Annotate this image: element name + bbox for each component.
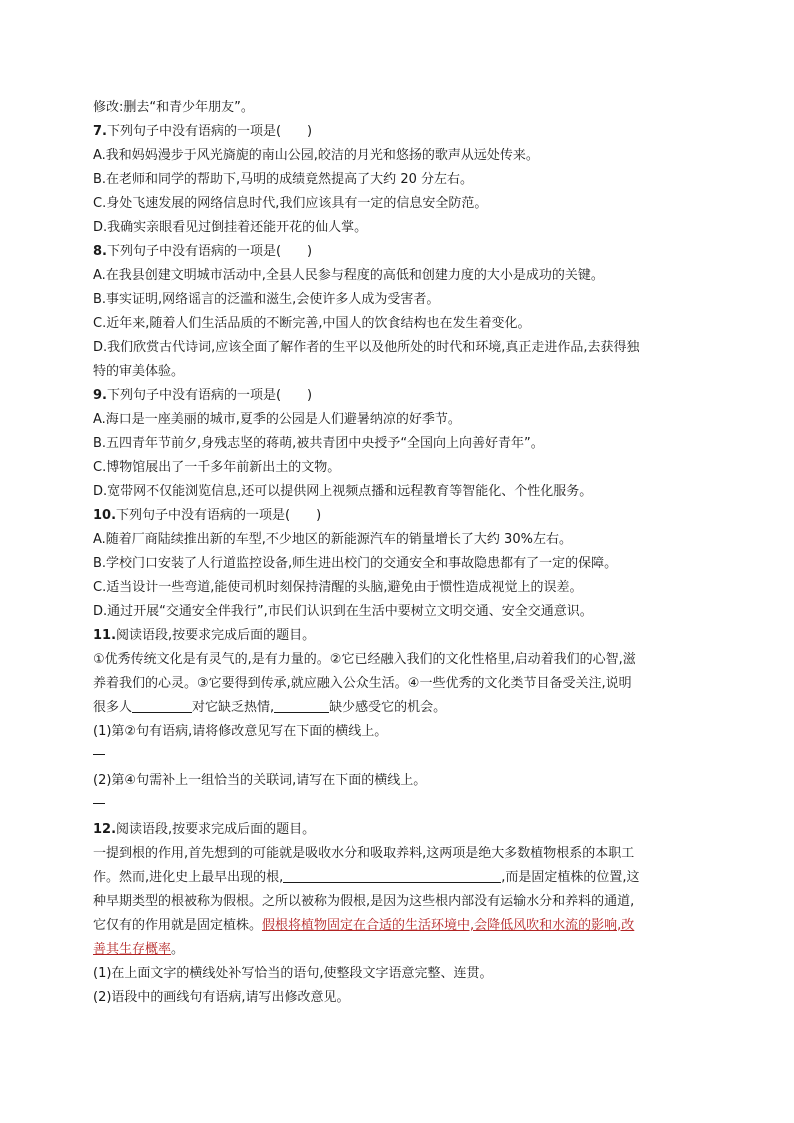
passage-text: 很多人 (93, 700, 133, 715)
option-c: C.适当设计一些弯道,能使司机时刻保持清醒的头脑,避免由于惯性造成视觉上的误差。 (93, 580, 583, 595)
passage-line: 一提到根的作用,首先想到的可能就是吸收水分和吸取养料,这两项是绝大多数植物根系的本职工 (93, 846, 635, 861)
question-stem: 下列句子中没有语病的一项是( ) (106, 244, 313, 259)
sub-question: (1)在上面文字的横线处补写恰当的语句,使整段文字语意完整、连贯。 (93, 966, 493, 981)
passage-text: 对它缺乏热情, (192, 700, 275, 715)
passage-text: 它仅有的作用就是固定植株。 (93, 918, 263, 933)
passage-line (93, 696, 698, 720)
question-10-stem (93, 504, 698, 528)
question-number: 9. (93, 388, 107, 403)
passage-text: 作。然而,进化史上最早出现的根, (93, 870, 284, 885)
sub-question: (2)第④句需补上一组恰当的关联词,请写在下面的横线上。 (93, 773, 427, 788)
option-a: A.在我县创建文明城市活动中,全县人民参与程度的高低和创建力度的大小是成功的关键。 (93, 268, 604, 283)
question-stem: 下列句子中没有语病的一项是( ) (116, 508, 322, 523)
document-page (93, 96, 698, 1010)
answer-blank[interactable] (283, 868, 501, 883)
question-8-stem (93, 240, 698, 264)
question-stem: 下列句子中没有语病的一项是( ) (106, 124, 313, 139)
underlined-sentence: 假根将植物固定在合适的生活环境中,会降低风吹和水流的影响,改 (262, 918, 635, 933)
question-9-stem (93, 384, 698, 408)
passage-line: ①优秀传统文化是有灵气的,是有力量的。②它已经融入我们的文化性格里,启动着我们的心智,滋 (93, 652, 636, 667)
option-d: D.我们欣赏古代诗词,应该全面了解作者的生平以及他所处的时代和环境,真正走进作品,去获得独 (93, 340, 640, 355)
option-d-continued: 特的审美体验。 (93, 364, 185, 379)
underlined-sentence: 善其生存概率 (93, 942, 172, 957)
option-b: B.在老师和同学的帮助下,马明的成绩竟然提高了大约 20 分左右。 (93, 172, 473, 187)
passage-text: 。 (171, 942, 185, 957)
passage-line: 养着我们的心灵。③它要得到传承,就应融入公众生活。④一些优秀的文化类节目备受关注,说明 (93, 676, 632, 691)
option-c: C.身处飞速发展的网络信息时代,我们应该具有一定的信息安全防范。 (93, 196, 488, 211)
option-a: A.随着厂商陆续推出新的车型,不少地区的新能源汽车的销量增长了大约 30%左右。 (93, 532, 572, 547)
answer-blank[interactable] (274, 698, 329, 713)
option-b: B.五四青年节前夕,身残志坚的蒋萌,被共青团中央授予“全国向上向善好青年”。 (93, 436, 544, 451)
question-12-stem (93, 818, 698, 842)
option-d: D.宽带网不仅能浏览信息,还可以提供网上视频点播和远程教育等智能化、个性化服务。 (93, 484, 593, 499)
passage-line: 种早期类型的根被称为假根。之所以被称为假根,是因为这些根内部没有运输水分和养料的通道, (93, 894, 635, 909)
passage-text: 缺少感受它的机会。 (329, 700, 447, 715)
sub-question: (2)语段中的画线句有语病,请写出修改意见。 (93, 990, 350, 1005)
question-number: 12. (93, 822, 117, 837)
passage-line (93, 866, 698, 890)
question-number: 8. (93, 244, 107, 259)
answer-blank[interactable] (132, 698, 192, 713)
option-b: B.事实证明,网络谣言的泛滥和滋生,会使许多人成为受害者。 (93, 292, 440, 307)
option-c: C.近年来,随着人们生活品质的不断完善,中国人的饮食结构也在发生着变化。 (93, 316, 531, 331)
question-number: 7. (93, 124, 107, 139)
question-number: 10. (93, 508, 117, 523)
passage-line (93, 938, 698, 962)
intro-line: 修改:删去“和青少年朋友”。 (93, 100, 254, 115)
option-d: D.通过开展“交通安全伴我行”,市民们认识到在生活中要树立文明交通、安全交通意识。 (93, 604, 593, 619)
question-stem: 阅读语段,按要求完成后面的题目。 (116, 822, 316, 837)
answer-line[interactable] (93, 744, 105, 755)
question-7-stem (93, 120, 698, 144)
option-a: A.海口是一座美丽的城市,夏季的公园是人们避暑纳凉的好季节。 (93, 412, 461, 427)
sub-question: (1)第②句有语病,请将修改意见写在下面的横线上。 (93, 724, 388, 739)
question-number: 11. (93, 628, 117, 643)
option-d: D.我确实亲眼看见过倒挂着还能开花的仙人掌。 (93, 220, 368, 235)
passage-line (93, 914, 698, 938)
passage-text: ,而是固定植株的位置,这 (501, 870, 640, 885)
question-stem: 阅读语段,按要求完成后面的题目。 (116, 628, 316, 643)
option-c: C.博物馆展出了一千多年前新出土的文物。 (93, 460, 341, 475)
option-a: A.我和妈妈漫步于风光旖旎的南山公园,皎洁的月光和悠扬的歌声从远处传来。 (93, 148, 539, 163)
option-b: B.学校门口安装了人行道监控设备,师生进出校门的交通安全和事故隐患都有了一定的保障。 (93, 556, 618, 571)
answer-line[interactable] (93, 793, 105, 804)
question-stem: 下列句子中没有语病的一项是( ) (106, 388, 313, 403)
question-11-stem (93, 624, 698, 648)
